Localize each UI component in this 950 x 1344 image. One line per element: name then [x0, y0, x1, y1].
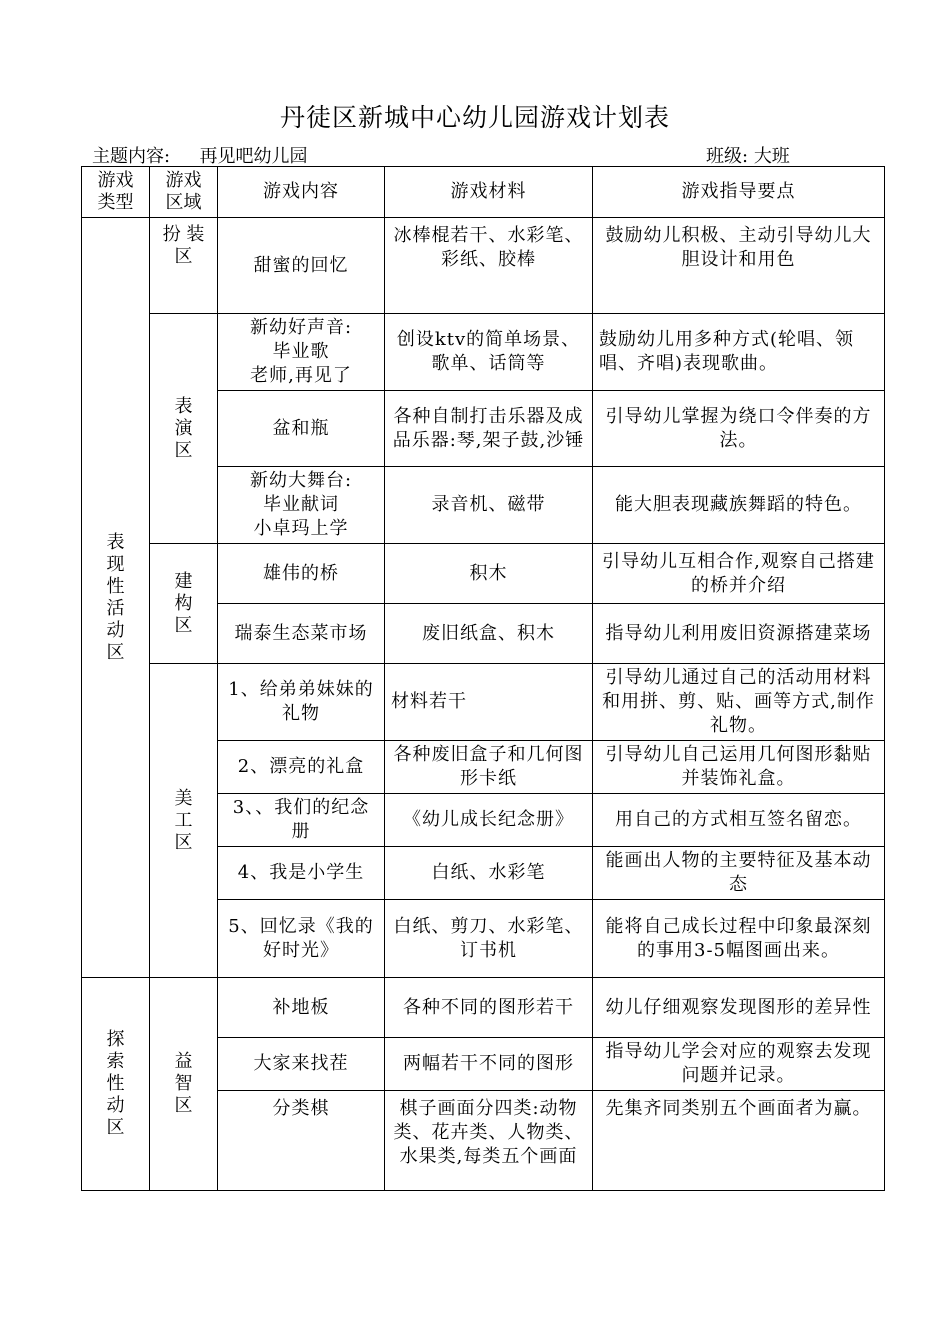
cell-material: 录音机、磁带	[385, 467, 593, 544]
cell-guidance: 引导幼儿互相合作,观察自己搭建的桥并介绍	[593, 544, 885, 604]
cell-material: 两幅若干不同的图形	[385, 1038, 593, 1091]
header-type: 游戏 类型	[82, 167, 150, 218]
header-guidance: 游戏指导要点	[593, 167, 885, 218]
cell-material: 各种不同的图形若干	[385, 978, 593, 1038]
cell-guidance: 指导幼儿利用废旧资源搭建菜场	[593, 604, 885, 664]
cell-material: 冰棒棍若干、水彩笔、彩纸、胶棒	[385, 218, 593, 314]
group-type-exploratory: 探 索 性 动 区	[82, 978, 150, 1191]
theme-value: 再见吧幼儿园	[199, 146, 308, 167]
class-value: 大班	[753, 146, 790, 167]
table-row	[82, 978, 885, 1038]
cell-content: 雄伟的桥	[218, 544, 385, 604]
cell-material: 材料若干	[385, 664, 593, 741]
cell-content: 新幼大舞台: 毕业献词 小卓玛上学	[218, 467, 385, 544]
cell-content: 2、漂亮的礼盒	[218, 741, 385, 794]
cell-material: 各种废旧盒子和几何图形卡纸	[385, 741, 593, 794]
cell-guidance: 先集齐同类别五个画面者为赢。	[593, 1091, 885, 1191]
cell-material: 白纸、剪刀、水彩笔、订书机	[385, 900, 593, 978]
cell-content: 甜蜜的回忆	[218, 218, 385, 314]
cell-content: 4、我是小学生	[218, 847, 385, 900]
cell-guidance: 用自己的方式相互签名留恋。	[593, 794, 885, 847]
cell-material: 废旧纸盒、积木	[385, 604, 593, 664]
cell-content: 3、、我们的纪念册	[218, 794, 385, 847]
theme-line	[92, 142, 308, 168]
cell-material: 棋子画面分四类:动物类、花卉类、人物类、水果类,每类五个画面	[385, 1091, 593, 1191]
theme-label: 主题内容:	[92, 146, 171, 167]
table-row	[82, 218, 885, 314]
cell-guidance: 能将自己成长过程中印象最深刻的事用3-5幅图画出来。	[593, 900, 885, 978]
cell-guidance: 引导幼儿自己运用几何图形黏贴并装饰礼盒。	[593, 741, 885, 794]
cell-material: 积木	[385, 544, 593, 604]
cell-content: 瑞泰生态菜市场	[218, 604, 385, 664]
group-type-expressive: 表 现 性 活 动 区	[82, 218, 150, 978]
class-label: 班级:	[706, 146, 749, 167]
cell-guidance: 引导幼儿通过自己的活动用材料和用拼、剪、贴、画等方式,制作礼物。	[593, 664, 885, 741]
cell-material: 白纸、水彩笔	[385, 847, 593, 900]
area-build: 建 构 区	[150, 544, 218, 664]
cell-content: 1、给弟弟妹妹的礼物	[218, 664, 385, 741]
page-title: 丹徒区新城中心幼儿园游戏计划表	[279, 103, 670, 132]
cell-content: 5、回忆录《我的好时光》	[218, 900, 385, 978]
area-puzzle: 益 智 区	[150, 978, 218, 1191]
cell-content: 盆和瓶	[218, 391, 385, 467]
header-area: 游戏 区域	[150, 167, 218, 218]
cell-material: 创设ktv的简单场景、歌单、话筒等	[385, 314, 593, 391]
cell-content: 新幼好声音: 毕业歌 老师,再见了	[218, 314, 385, 391]
table-row	[82, 314, 885, 391]
game-plan-table	[81, 166, 885, 1191]
cell-guidance: 能画出人物的主要特征及基本动态	[593, 847, 885, 900]
header-content: 游戏内容	[218, 167, 385, 218]
cell-content: 分类棋	[218, 1091, 385, 1191]
table-row	[82, 544, 885, 604]
area-art: 美 工 区	[150, 664, 218, 978]
cell-guidance: 引导幼儿掌握为绕口令伴奏的方法。	[593, 391, 885, 467]
class-line	[706, 142, 790, 168]
area-dress: 扮 装 区	[150, 218, 218, 314]
cell-guidance: 幼儿仔细观察发现图形的差异性	[593, 978, 885, 1038]
cell-guidance: 指导幼儿学会对应的观察去发现问题并记录。	[593, 1038, 885, 1091]
header-row	[82, 167, 885, 218]
cell-guidance: 鼓励幼儿用多种方式(轮唱、领唱、齐唱)表现歌曲。	[593, 314, 885, 391]
cell-content: 补地板	[218, 978, 385, 1038]
header-material: 游戏材料	[385, 167, 593, 218]
area-perform: 表 演 区	[150, 314, 218, 544]
cell-material: 《幼儿成长纪念册》	[385, 794, 593, 847]
table-row	[82, 664, 885, 741]
cell-guidance: 能大胆表现藏族舞蹈的特色。	[593, 467, 885, 544]
cell-content: 大家来找茬	[218, 1038, 385, 1091]
cell-material: 各种自制打击乐器及成品乐器:琴,架子鼓,沙锤	[385, 391, 593, 467]
cell-guidance: 鼓励幼儿积极、主动引导幼儿大胆设计和用色	[593, 218, 885, 314]
